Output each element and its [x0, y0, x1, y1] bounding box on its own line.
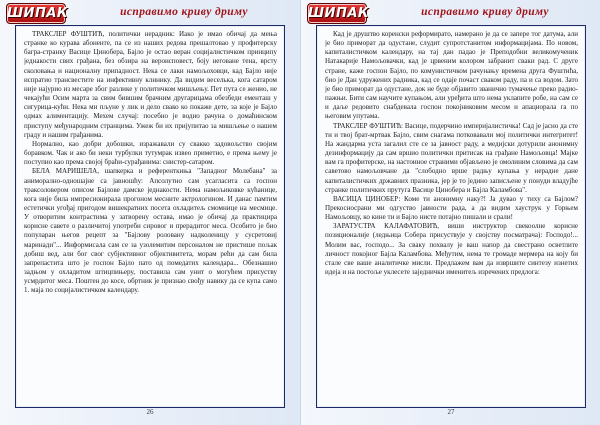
header-motto: исправимо криву дриму [120, 6, 248, 18]
text-frame [316, 25, 586, 408]
header-motto: исправимо криву дриму [421, 6, 549, 18]
page-number: 27 [447, 408, 455, 416]
page-header [307, 3, 595, 23]
paragraph: ЗАРАТУСТРА КАЛАФАТОВИЋ, виши инструктор свекоолне корисне позиционалије (ледњица Соберa присуствује у својству посматрача): Господо!... Молим вас, господо... За сваку похвалу је ваш напор да свестрано осветлите личност покојног Бајла Каламбова. Међутим, нема те громаде мермера на коју би стале све ваше аналитичке мисли. Предлажем вам да извршите синтезу изнетих идеја и на постоље уклесете заједнички именитељ изречених предлога: [325, 222, 578, 277]
text-column [24, 30, 277, 404]
paragraph: ВАСИЦА ЦИНОБЕР: Коме ти анонимну наку?! Ја дувао у тиxy са Бајлом? Прекосносрани ми одгуство јавности рада, а да видим хауструк у Горњем Намољовцу, ко кине ти и Бајло нисте потајно пишали и срали! [325, 194, 578, 222]
paragraph: ТРАКСЛЕР ФУШТИЋ: Васице, подерчино империјалистичка! Сад је јасно да сте ти и твој брат-мртвак Бајло, свим снагама потковавали мој политички интегритет! На жандарма уста загалил сте се за јавност раду, а медијски дотурили анонимну дезинформацију да сам вршио политички притисак на грађане Намољовца! Мајке вам га профитерске, на настоиное страними објављено је омолиним словима да сам саветово намољовчане да "слободно врше радњу купања у нерадне дане капиталистичких државних празника, јер је то једино записљене у понуди владујће странке политичких прутуга Васице Циноберa и Бајла Каламбова". [325, 121, 578, 194]
shipak-logo: ШИПАК [307, 3, 367, 24]
text-column [325, 30, 578, 404]
page-number: 26 [146, 408, 154, 416]
paragraph: ТРАКСЛЕР ФУШТИЋ, политички нерадник: Иако је имао обичај да мења странке ко курава абоненте, па се из наших редова прешалтовао у профитерску багра-странку Васице Циноберa, Бајло је остао веран социјалистичком принципу једнакости свих грађана, без обзира на вероисповест, боју неговане тена, врсту сколовања и националну припадност. Нека се лаки намољоховци, кад Бајло није испратио трансвестите на инфективну клинику. Да видим веселька, кога сатаром није најурио из месаре због разлике у политичком мишљењу. Пет пута се женио, не чекајући Осим марта за свим бившим брачним другарицама обезбеди ементаш у сигурица-кући. Нека ми пљуне у лик и дело свако ко покаже дете, за које је Бајло одмах алиментацију. Мехем случај: посебно је водио рачуна о домаћинском приступу међународним странцима. Ужеж би их пријупитао за мишљење о нашем граду и нашим грађанима. [24, 30, 277, 139]
paragraph: Нормално, као добри добошки, изражавали су свакко задовољство својим боравком. Чак и ако би неки турбулки тутумрак извео приметио, е према њему је поступио као према својој браћи-сурађанима: снистер-сатаром. [24, 139, 277, 167]
page-header [6, 3, 294, 23]
right-page [300, 0, 600, 425]
paragraph: Кад је друштво коренски реформирато, намерано је да се запере тог датума, али је био приморат да одустане, слудит супротстанитом информацијама. По новом, капиталистичком календару, на тај дан падао је Преподобни великомученик Натакарије Намољовачки, кад је црвеним колором забранит сваки рад. С друге стране, каже госпон Бајло, по комунистичком рачунању времена друга Фуштића, био је Дан удружених радника, кад се одаје почаст сваком раду, па и са водом. Зато је био приморат да одустане, док не буде објавито званично тумачење преко радио-пажњи. Бити сам научите купањом, али уређита што нема уклапите робе, на сам ce и даље редовито снабдевала госпон покојниковим месом и апациорала га по његовим упутама. [325, 30, 578, 121]
text-frame [15, 25, 285, 408]
shipak-logo: ШИПАК [6, 3, 66, 24]
paragraph: БЕЛА МАРИШЕЛА, шапкерка и референткиња "Западног Молебана" за аниморално-одношајне са јавношћу: Апсолутно сам усагласита са госпон траксоловером описом Бајлове дамске једнакости. Нема намољиковке кућанице, кога није била импресионирала прогоном месните актрологином. И данас памтим естетички угођај пригодом вишекратних посета охладитељ смомнице на месмице. У отворитим контрастима у затворену остава, имао је обичај да практицира корисне савете о различитој употреби сировог и прерадитог меса. Особито је био популаран његов рецепт за "Бајлову роловану надколеницу у сусретовиј маринади"... Информисала сам се за узолемитим персоналом не пристише пољак добиш вед, али бог свог субјективног објективитета, морам рећи да сам била запрепастита што је госпон Бајло пато од помедатих календара... Обезнашио задњом у охладитом штицпињеру, поставила сам унит о могућем присуству усмрдитог меса. Поштен до косе, обртник је признао свођу навику да се купа само 1. маја по социјалистичком календару. [24, 167, 277, 295]
